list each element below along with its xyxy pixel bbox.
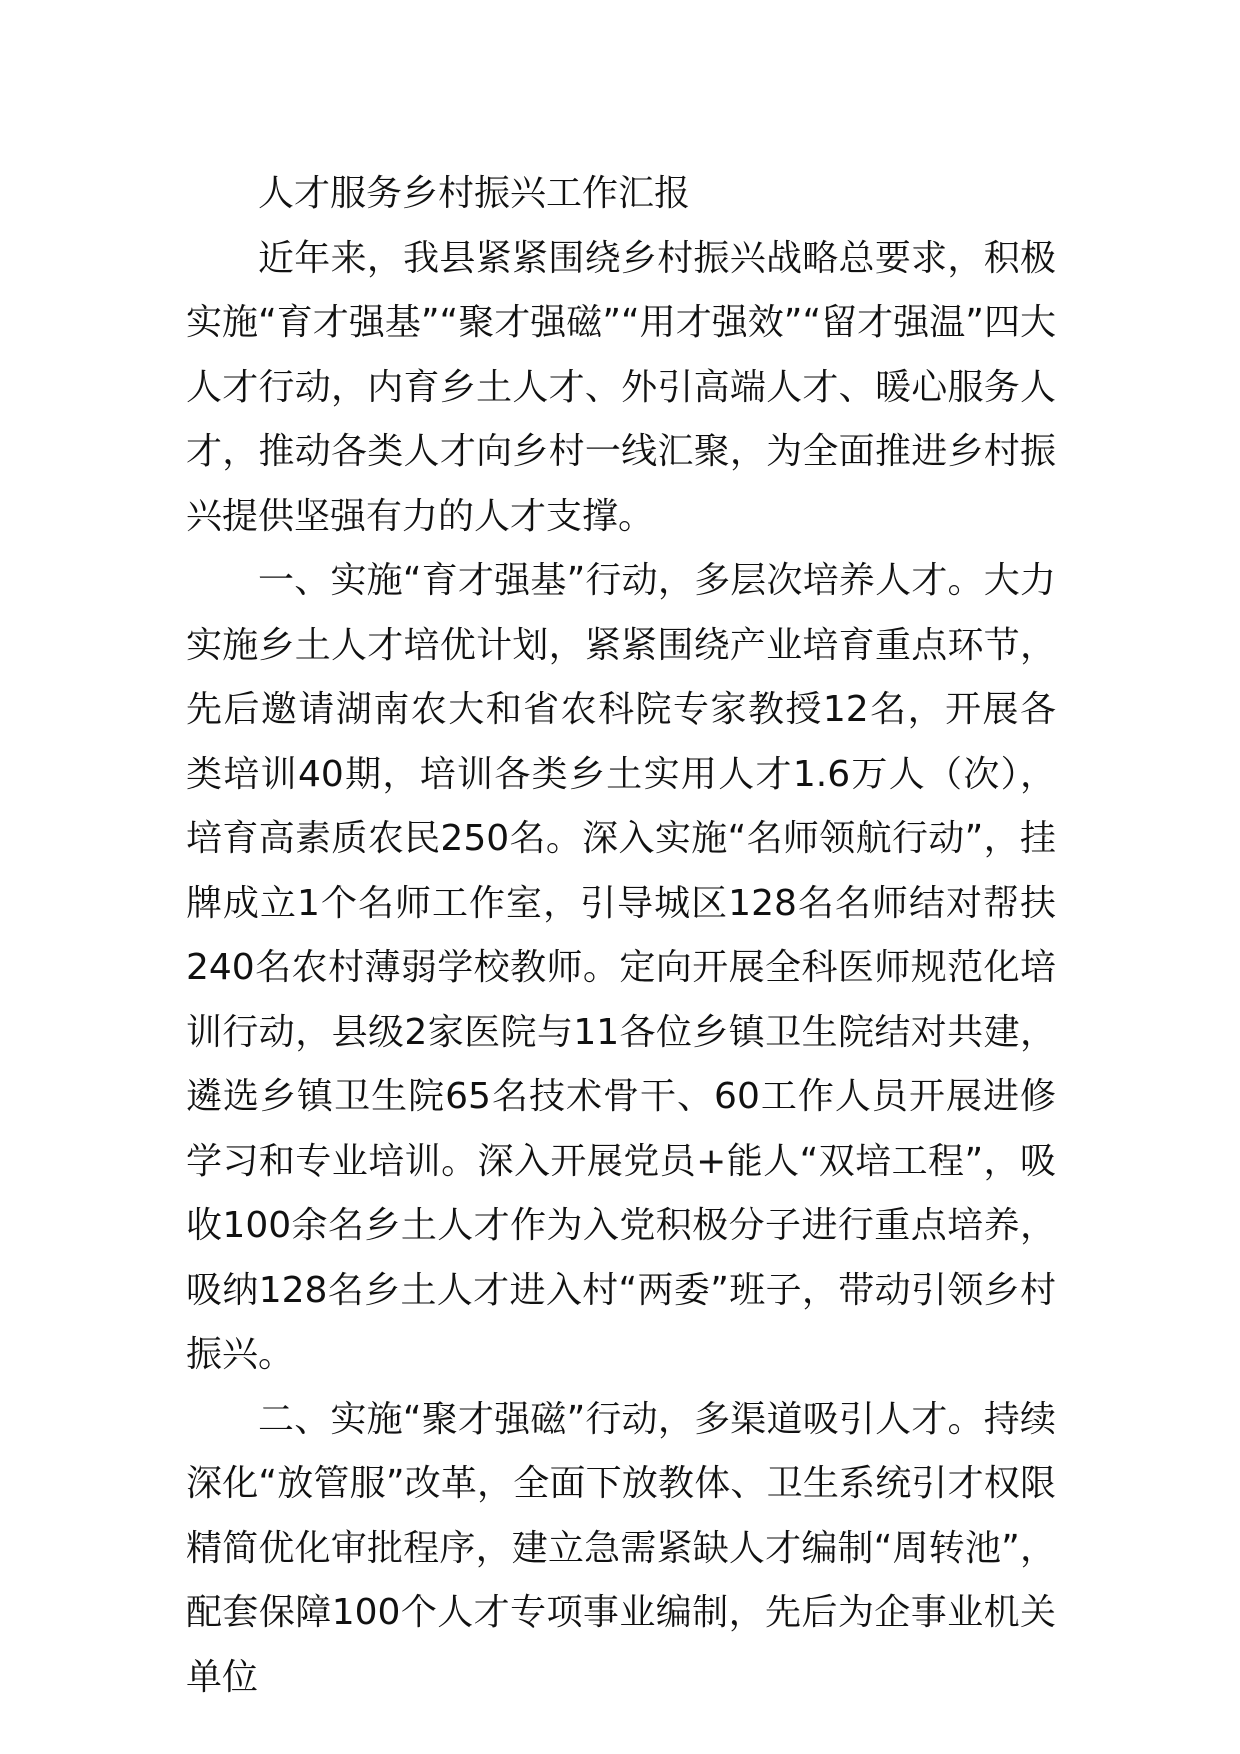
section-one-paragraph: 一、实施“育才强基”行动，多层次培养人才。大力实施乡土人才培优计划，紧紧围绕产业培育重点环节，先后邀请湖南农大和省农科院专家教授12名，开展各类培训40期，培训各类乡土实用人才1.6万人（次），培育高素质农民250名。深入实施“名师领航行动”，挂牌成立1个名师工作室，引导城区128名名师结对帮扶240名农村薄弱学校教师。定向开展全科医师规范化培训行动，县级2家医院与11各位乡镇卫生院结对共建，遴选乡镇卫生院65名技术骨干、60工作人员开展进修学习和专业培训。深入开展党员+能人“双培工程”，吸收100余名乡土人才作为入党积极分子进行重点培养，吸纳128名乡土人才进入村“两委”班子，带动引领乡村振兴。 [186,560,1056,1375]
section-two-paragraph: 二、实施“聚才强磁”行动，多渠道吸引人才。持续深化“放管服”改革，全面下放教体、卫生系统引才权限精简优化审批程序，建立急需紧缺人才编制“周转池”，配套保障100个人才专项事业编制，先后为企事业机关单位 [186,1398,1056,1698]
document-page [186,162,1056,1710]
document-title: 人才服务乡村振兴工作汇报 [258,173,691,214]
intro-paragraph: 近年来，我县紧紧围绕乡村振兴战略总要求，积极实施“育才强基”“聚才强磁”“用才强效”“留才强温”四大人才行动，内育乡土人才、外引高端人才、暖心服务人才，推动各类人才向乡村一线汇聚，为全面推进乡村振兴提供坚强有力的人才支撑。 [186,237,1056,537]
